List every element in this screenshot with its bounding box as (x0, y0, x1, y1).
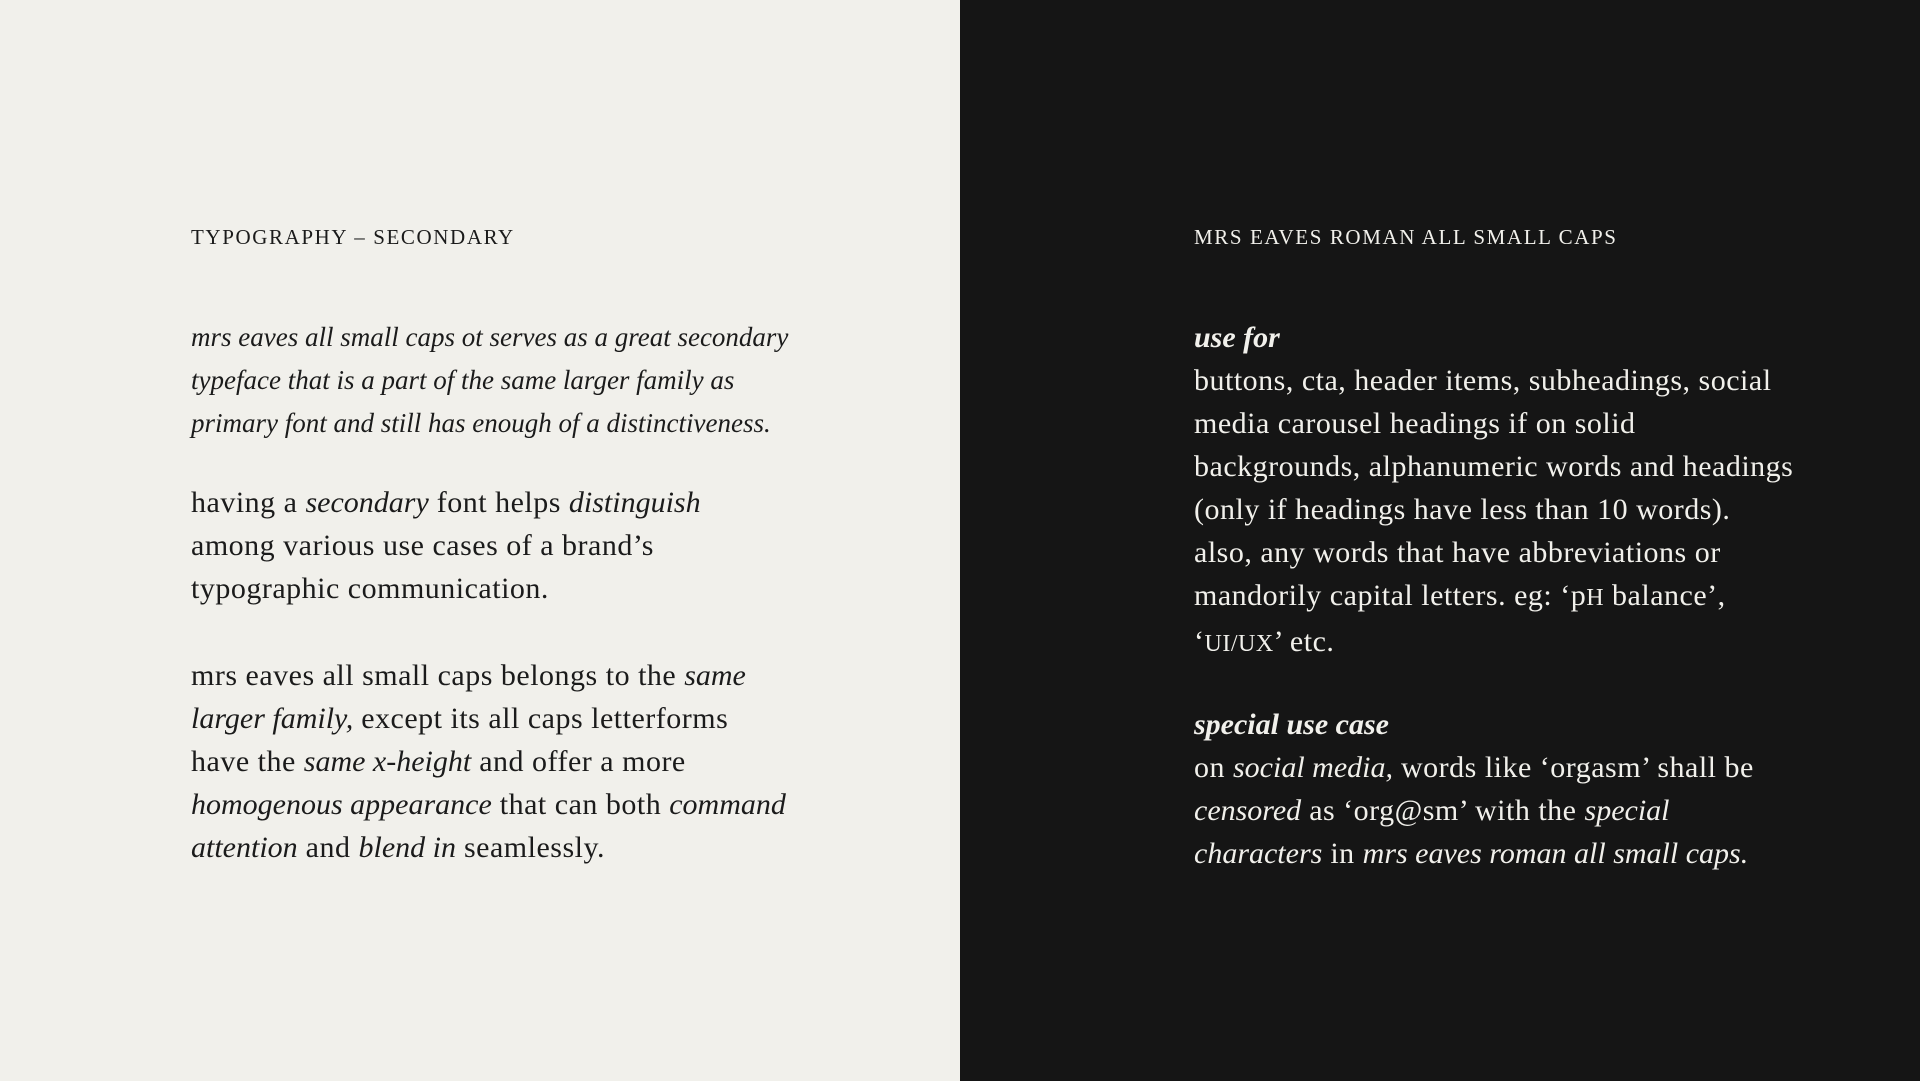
text-run: that can both (491, 788, 670, 821)
emphasis-text: social media, (1233, 751, 1393, 784)
text-run: font helps (428, 486, 569, 519)
text-run: and (297, 831, 359, 864)
text-run: buttons, cta, header items, subheadings, social media carousel headings if on solid backgrounds, alphanumeric words and headings (only if headings have less than 10 words). also, any words that have abbreviations or mandorily capital letters. eg: ‘p (1194, 364, 1794, 612)
intro-paragraph: mrs eaves all small caps ot serves as a great secondary typeface that is a part of the same larger family as primary font and still has enough of a distinctiveness. (191, 322, 789, 438)
special-use-label: special use case (1194, 708, 1389, 741)
emphasis-text: mrs eaves roman all small caps. (1362, 837, 1749, 870)
right-panel (960, 0, 1920, 1081)
emphasis-text: distinguish (568, 486, 701, 519)
use-for-block (1194, 316, 1794, 666)
text-run: in (1322, 837, 1363, 870)
secondary-font-paragraph (191, 481, 771, 610)
text-run: mrs eaves all small caps belongs to the (191, 659, 685, 692)
emphasis-text: secondary (305, 486, 429, 519)
section-heading: TYPOGRAPHY – SECONDARY (191, 225, 515, 249)
small-caps-text: H (1586, 585, 1605, 611)
family-paragraph (191, 654, 791, 869)
text-run: and offer a more (471, 745, 686, 778)
emphasis-text: command attention (191, 788, 786, 864)
emphasis-text: blend in (358, 831, 456, 864)
emphasis-text: same x-height (303, 745, 472, 778)
emphasis-text: special characters (1194, 794, 1670, 870)
text-run: among various use cases of a brand’s typographic communication. (191, 529, 654, 605)
emphasis-text: censored (1194, 794, 1302, 827)
text-run: except its all caps letterforms have the (191, 702, 729, 778)
small-caps-text: UI/UX (1204, 631, 1274, 657)
text-run: ’ etc. (1273, 625, 1335, 658)
font-name-heading: MRS EAVES ROMAN ALL SMALL CAPS (1194, 225, 1618, 249)
emphasis-text: homogenous appearance (191, 788, 492, 821)
text-run: seamlessly. (455, 831, 606, 864)
text-run: having a (191, 486, 306, 519)
text-run: on (1194, 751, 1233, 784)
emphasis-text: same larger family, (191, 659, 746, 735)
text-run: as ‘org@sm’ with the (1301, 794, 1585, 827)
text-run: words like ‘orgasm’ shall be (1392, 751, 1754, 784)
special-use-block (1194, 703, 1794, 875)
use-for-label: use for (1194, 321, 1280, 354)
text-run: balance’, ‘ (1194, 579, 1726, 658)
